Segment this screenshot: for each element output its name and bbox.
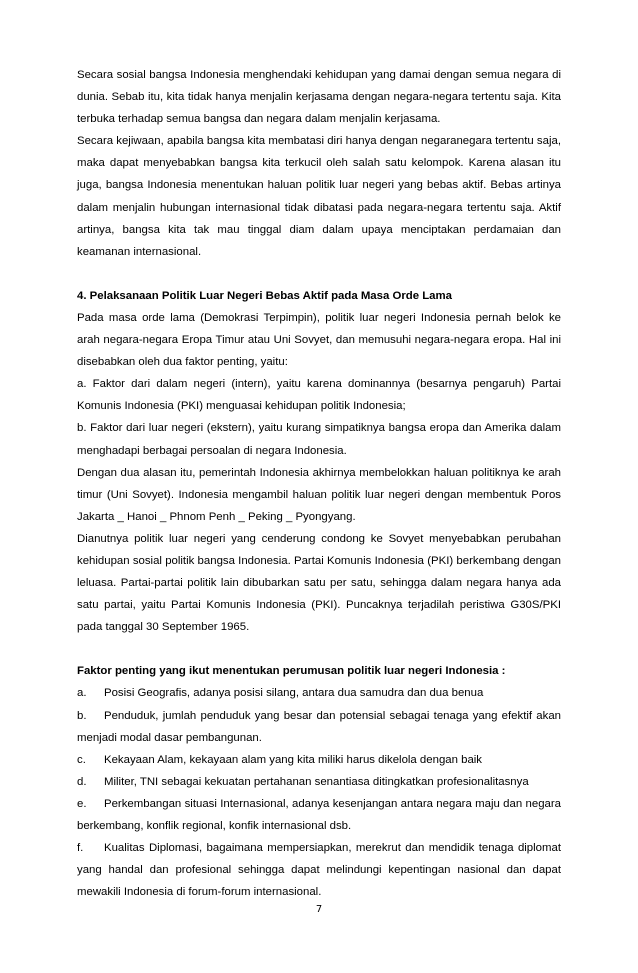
list-text: Kekayaan Alam, kekayaan alam yang kita miliki harus dikelola dengan baik xyxy=(104,753,483,766)
list-marker: f. xyxy=(77,842,84,855)
list-text: Penduduk, jumlah penduduk yang besar dan potensial sebagai tenaga yang efektif akan menjadi modal dasar pembangunan. xyxy=(77,709,561,744)
factors-heading: Faktor penting yang ikut menentukan perumusan politik luar negeri Indonesia : xyxy=(77,665,506,678)
list-text: Kualitas Diplomasi, bagaimana mempersiapkan, merekrut dan mendidik tenaga diplomat yang handal dan profesional sehingga dapat melindungi kepentingan nasional dan dapat mewakili Indonesia di forum-forum internasional. xyxy=(77,842,561,899)
list-marker: e. xyxy=(77,797,87,810)
section-4-heading: 4. Pelaksanaan Politik Luar Negeri Bebas Aktif pada Masa Orde Lama xyxy=(77,289,452,302)
list-marker: d. xyxy=(77,775,87,788)
intro-paragraph-2: Secara kejiwaan, apabila bangsa kita membatasi diri hanya dengan negaranegara tertentu saja, maka dapat menyebabkan bangsa kita terkucil oleh salah satu kelompok. Karena alasan itu juga, bangsa Indonesia menentukan haluan politik luar negeri yang bebas aktif. Bebas artinya dalam menjalin hubungan internasional tidak dibatasi pada negara-negara tertentu saja. Aktif artinya, bangsa kita tak mau tinggal diam dalam upaya menciptakan perdamaian dan keamanan internasional. xyxy=(77,135,561,258)
section-4-factor-a: a. Faktor dari dalam negeri (intern), yaitu karena dominannya (besarnya pengaruh) Partai Komunis Indonesia (PKI) menguasai kehidupan politik Indonesia; xyxy=(77,378,561,413)
spacer xyxy=(77,638,561,660)
page-number: 7 xyxy=(315,904,323,915)
list-marker: c. xyxy=(77,753,86,766)
factor-item-a xyxy=(77,682,561,704)
list-text: Militer, TNI sebagai kekuatan pertahanan senantiasa ditingkatkan profesionalitasnya xyxy=(104,775,529,788)
factor-item-f xyxy=(77,837,561,903)
list-text: Posisi Geografis, adanya posisi silang, antara dua samudra dan dua benua xyxy=(104,687,484,700)
section-4-paragraph-2: Dengan dua alasan itu, pemerintah Indonesia akhirnya membelokkan haluan politiknya ke arah timur (Uni Sovyet). Indonesia mengambil haluan politik luar negeri dengan membentuk Poros Jakarta _ Hanoi _ Phnom Penh _ Peking _ Pyongyang. xyxy=(77,466,561,523)
section-4-paragraph-3: Dianutnya politik luar negeri yang cenderung condong ke Sovyet menyebabkan perubahan kehidupan sosial politik bangsa Indonesia. Partai Komunis Indonesia (PKI) berkembang dengan leluasa. Partai-partai politik lain dibubarkan satu per satu, sehingga dalam negara hanya ada satu partai, yaitu Partai Komunis Indonesia (PKI). Puncaknya terjadilah peristiwa G30S/PKI pada tanggal 30 September 1965. xyxy=(77,532,561,634)
spacer xyxy=(77,263,561,285)
list-marker: b. xyxy=(77,709,87,722)
intro-paragraph-1: Secara sosial bangsa Indonesia menghendaki kehidupan yang damai dengan semua negara di dunia. Sebab itu, kita tidak hanya menjalin kerjasama dengan negara-negara tertentu saja. Kita terbuka terhadap semua bangsa dan negara dalam menjalin kerjasama. xyxy=(77,69,561,126)
list-marker: a. xyxy=(77,687,87,700)
list-text: Perkembangan situasi Internasional, adanya kesenjangan antara negara maju dan negara berkembang, konflik regional, konfik internasional dsb. xyxy=(77,797,561,832)
page-content xyxy=(77,64,561,903)
factor-item-b xyxy=(77,705,561,749)
factor-item-c xyxy=(77,749,561,771)
section-4-paragraph-1: Pada masa orde lama (Demokrasi Terpimpin), politik luar negeri Indonesia pernah belok ke arah negara-negara Eropa Timur atau Uni Sovyet, dan memusuhi negara-negara eropa. Hal ini disebabkan oleh dua faktor penting, yaitu: xyxy=(77,311,561,369)
section-4-factor-b: b. Faktor dari luar negeri (ekstern), yaitu kurang simpatiknya bangsa eropa dan Amerika dalam menghadapi berbagai persoalan di negara Indonesia. xyxy=(77,422,561,457)
factor-item-e xyxy=(77,793,561,837)
factor-item-d xyxy=(77,771,561,793)
